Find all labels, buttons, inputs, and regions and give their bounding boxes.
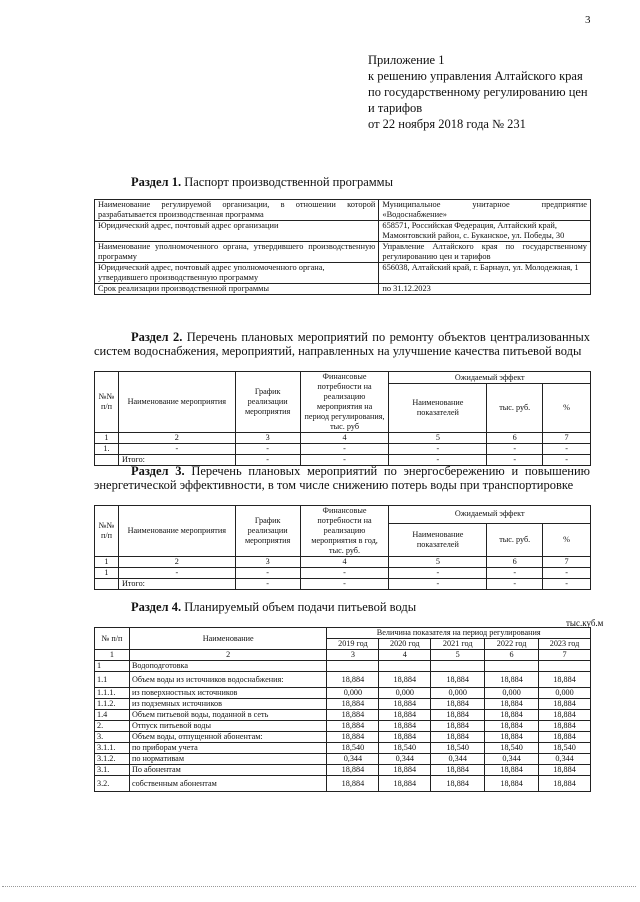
table-cell: 7 [539, 650, 591, 661]
row-value: 0,000 [327, 688, 379, 699]
section-title-text: Перечень плановых мероприятий по энергосбережению и повышению энергетической эффективности, в том числе снижению потерь воды при транспортировке [94, 464, 590, 492]
section3-title [94, 464, 590, 492]
table-cell: 5 [431, 650, 485, 661]
row-name: Объем воды из источников водоснабжения: [129, 672, 327, 688]
table-row [95, 699, 591, 710]
table-cell: - [300, 444, 389, 455]
water-supply-volume-table [94, 627, 591, 792]
section-label: Раздел 4. [131, 600, 182, 614]
col-effect-header: Ожидаемый эффект [389, 372, 591, 384]
row-number: 3.1. [95, 765, 130, 776]
row-value: 18,884 [379, 699, 431, 710]
row-value: 18,540 [327, 743, 379, 754]
appendix-line: от 22 ноября 2018 года № 231 [368, 117, 526, 131]
row-value: 18,884 [485, 721, 539, 732]
table-row [95, 221, 591, 242]
section-label: Раздел 1. [131, 175, 182, 189]
col-pct-header: % [543, 384, 591, 433]
table-cell: 3 [327, 650, 379, 661]
table-cell: - [118, 568, 235, 579]
row-value: 18,884 [539, 699, 591, 710]
row-value: 18,884 [327, 710, 379, 721]
row-value: 18,884 [431, 732, 485, 743]
table-row [95, 672, 591, 688]
table-cell: 1. [95, 444, 119, 455]
row-value: 18,884 [379, 721, 431, 732]
row-value: 18,884 [327, 721, 379, 732]
row-value [379, 661, 431, 672]
row-value: 18,884 [485, 776, 539, 792]
passport-value: 656038, Алтайский край, г. Барнаул, ул. Молодежная, 1 [379, 263, 591, 284]
volume-rows [95, 661, 591, 792]
passport-value: Управление Алтайского края по государственному регулированию цен и тарифов [379, 242, 591, 263]
passport-key: Срок реализации производственной программы [95, 284, 379, 295]
table-cell: 6 [487, 557, 543, 568]
appendix-line: к решению управления Алтайского края [368, 69, 583, 83]
page-bottom-divider [2, 886, 636, 887]
row-number: 1.1.2. [95, 699, 130, 710]
row-number: 3.1.1. [95, 743, 130, 754]
section-label: Раздел 2. [131, 330, 183, 344]
section1-title [131, 174, 393, 190]
section2-title [94, 330, 590, 358]
row-value: 18,884 [379, 732, 431, 743]
row-value: 18,884 [327, 776, 379, 792]
table-cell: 6 [487, 433, 543, 444]
col-name-header: Наименование мероприятия [118, 372, 235, 433]
col-name-header: Наименование [129, 628, 327, 650]
row-value: 0,344 [327, 754, 379, 765]
row-value: 0,344 [431, 754, 485, 765]
row-value [539, 661, 591, 672]
col-name-header: Наименование мероприятия [118, 506, 235, 557]
col-rub-header: тыс. руб. [487, 523, 543, 556]
row-name: из подземных источников [129, 699, 327, 710]
table-cell: - [389, 579, 487, 590]
row-value: 18,884 [431, 721, 485, 732]
appendix-line: и тарифов [368, 101, 423, 115]
col-year-header: 2022 год [485, 639, 539, 650]
table-cell: - [235, 444, 300, 455]
table-cell: - [487, 579, 543, 590]
col-finance-header: Финансовые потребности на реализацию мероприятия в год, тыс. руб. [300, 506, 389, 557]
table-cell: - [543, 455, 591, 466]
table-header-row [95, 372, 591, 384]
table-row [95, 688, 591, 699]
row-value: 18,884 [485, 699, 539, 710]
row-value: 18,884 [431, 672, 485, 688]
passport-value: по 31.12.2023 [379, 284, 591, 295]
row-value: 18,884 [485, 732, 539, 743]
total-label: Итого: [118, 455, 235, 466]
col-year-header: 2020 год [379, 639, 431, 650]
table-row [95, 721, 591, 732]
row-value: 18,884 [431, 776, 485, 792]
row-value: 18,540 [539, 743, 591, 754]
table-cell: 5 [389, 557, 487, 568]
table-cell: 1 [95, 568, 119, 579]
col-year-header: 2021 год [431, 639, 485, 650]
col-number-header: №№ п/п [95, 506, 119, 557]
row-name: Водоподготовка [129, 661, 327, 672]
table-header-row [95, 506, 591, 524]
col-year-header: 2019 год [327, 639, 379, 650]
table-row [95, 754, 591, 765]
table-cell: - [389, 444, 487, 455]
row-value: 18,884 [379, 710, 431, 721]
row-value: 18,884 [327, 672, 379, 688]
table-cell: - [487, 568, 543, 579]
table-cell: 7 [543, 433, 591, 444]
table-cell: - [543, 579, 591, 590]
row-number: 1.4 [95, 710, 130, 721]
row-value: 18,884 [431, 765, 485, 776]
table-cell: 2 [118, 557, 235, 568]
table-row [95, 444, 591, 455]
table-cell: 6 [485, 650, 539, 661]
passport-value: Муниципальное унитарное предприятие «Водоснабжение» [379, 200, 591, 221]
row-value: 18,540 [379, 743, 431, 754]
row-value: 18,884 [327, 699, 379, 710]
row-value: 18,540 [485, 743, 539, 754]
section-label: Раздел 3. [131, 464, 185, 478]
row-number: 1.1 [95, 672, 130, 688]
row-number: 1.1.1. [95, 688, 130, 699]
table-cell: 4 [300, 557, 389, 568]
table-row [95, 200, 591, 221]
col-number-header: № п/п [95, 628, 130, 650]
appendix-line: Приложение 1 [368, 53, 445, 67]
table-cell: 1 [95, 650, 130, 661]
col-number-header: №№ п/п [95, 372, 119, 433]
table-cell: - [235, 568, 300, 579]
section-title-text: Паспорт производственной программы [181, 175, 393, 189]
table-cell: - [487, 455, 543, 466]
table-row [95, 661, 591, 672]
table-row [95, 284, 591, 295]
energy-saving-table [94, 505, 591, 590]
row-name: По абонентам [129, 765, 327, 776]
table-cell: - [389, 568, 487, 579]
row-value [485, 661, 539, 672]
row-value: 18,540 [431, 743, 485, 754]
row-name: по приборам учета [129, 743, 327, 754]
section4-title [131, 599, 416, 615]
table-cell: - [300, 568, 389, 579]
row-value: 18,884 [327, 732, 379, 743]
table-cell: 1 [95, 557, 119, 568]
table-row [95, 242, 591, 263]
table-row [95, 568, 591, 579]
table-total-row [95, 579, 591, 590]
table-row [95, 557, 591, 568]
row-name: из поверхностных источников [129, 688, 327, 699]
row-value: 0,344 [485, 754, 539, 765]
table-cell: - [487, 444, 543, 455]
unit-label: тыс.куб.м [566, 618, 604, 628]
table-cell: 2 [129, 650, 327, 661]
row-number: 2. [95, 721, 130, 732]
table-row [95, 776, 591, 792]
section-title-text: Перечень плановых мероприятий по ремонту объектов централизованных систем водоснабжения, мероприятий, направленных на улучшение качества питьевой воды [94, 330, 590, 358]
table-cell: - [300, 579, 389, 590]
row-value: 0,000 [431, 688, 485, 699]
row-value: 18,884 [485, 672, 539, 688]
row-value: 18,884 [379, 776, 431, 792]
row-value: 0,344 [379, 754, 431, 765]
table-cell: - [543, 568, 591, 579]
row-name: Объем питьевой воды, поданной в сеть [129, 710, 327, 721]
row-value: 0,000 [485, 688, 539, 699]
row-number: 3.1.2. [95, 754, 130, 765]
row-value: 0,344 [539, 754, 591, 765]
row-value: 18,884 [327, 765, 379, 776]
col-finance-header: Финансовые потребности на реализацию мероприятия на период регулирования, тыс. руб [300, 372, 389, 433]
table-row [95, 743, 591, 754]
section-title-text: Планируемый объем подачи питьевой воды [181, 600, 417, 614]
row-value: 0,000 [539, 688, 591, 699]
table-row [95, 710, 591, 721]
row-value: 18,884 [539, 710, 591, 721]
passport-table [94, 199, 591, 295]
repair-measures-table [94, 371, 591, 466]
table-cell: 7 [543, 557, 591, 568]
row-name: Отпуск питьевой воды [129, 721, 327, 732]
row-value: 18,884 [539, 672, 591, 688]
row-value: 18,884 [485, 710, 539, 721]
row-value: 18,884 [539, 776, 591, 792]
table-cell: - [389, 455, 487, 466]
table-cell: - [300, 455, 389, 466]
col-indicator-header: Наименование показателей [389, 523, 487, 556]
row-value: 18,884 [379, 765, 431, 776]
col-year-header: 2023 год [539, 639, 591, 650]
col-effect-header: Ожидаемый эффект [389, 506, 591, 524]
table-cell: 3 [235, 557, 300, 568]
row-name: собственным абонентам [129, 776, 327, 792]
row-number: 3. [95, 732, 130, 743]
row-number: 1 [95, 661, 130, 672]
row-value [431, 661, 485, 672]
table-cell: 3 [235, 433, 300, 444]
table-cell: 4 [379, 650, 431, 661]
passport-value: 658571, Российская Федерация, Алтайский край, Мамонтовский район, с. Буканское, ул. Победы, 30 [379, 221, 591, 242]
row-value: 0,000 [379, 688, 431, 699]
passport-key: Юридический адрес, почтовый адрес уполномоченного органа, утвердившего производственную программу [95, 263, 379, 284]
col-period-header: Величина показателя на период регулирования [327, 628, 591, 639]
row-value: 18,884 [379, 672, 431, 688]
row-name: Объем воды, отпущенной абонентам: [129, 732, 327, 743]
table-cell: 2 [118, 433, 235, 444]
table-cell: 5 [389, 433, 487, 444]
row-value: 18,884 [431, 710, 485, 721]
row-name: по нормативам [129, 754, 327, 765]
table-cell: 4 [300, 433, 389, 444]
appendix-header [368, 52, 588, 132]
row-value: 18,884 [431, 699, 485, 710]
row-value: 18,884 [485, 765, 539, 776]
table-row [95, 732, 591, 743]
row-value: 18,884 [539, 721, 591, 732]
passport-key: Наименование регулируемой организации, в отношении которой разрабатывается производственная программа [95, 200, 379, 221]
page-number: 3 [585, 14, 591, 26]
table-cell: - [118, 444, 235, 455]
col-indicator-header: Наименование показателей [389, 384, 487, 433]
total-label: Итого: [118, 579, 235, 590]
row-value: 18,884 [539, 732, 591, 743]
col-rub-header: тыс. руб. [487, 384, 543, 433]
table-row [95, 433, 591, 444]
row-number: 3.2. [95, 776, 130, 792]
table-row [95, 263, 591, 284]
row-value [327, 661, 379, 672]
table-row [95, 650, 591, 661]
col-schedule-header: График реализации мероприятия [235, 506, 300, 557]
table-cell: - [235, 455, 300, 466]
passport-key: Юридический адрес, почтовый адрес организации [95, 221, 379, 242]
table-cell: - [235, 579, 300, 590]
table-header-row [95, 628, 591, 639]
table-cell: 1 [95, 433, 119, 444]
col-schedule-header: График реализации мероприятия [235, 372, 300, 433]
table-cell [95, 579, 119, 590]
col-pct-header: % [543, 523, 591, 556]
row-value: 18,884 [539, 765, 591, 776]
appendix-line: по государственному регулированию цен [368, 85, 588, 99]
table-cell: - [543, 444, 591, 455]
passport-key: Наименование уполномоченного органа, утвердившего производственную программу [95, 242, 379, 263]
table-row [95, 765, 591, 776]
